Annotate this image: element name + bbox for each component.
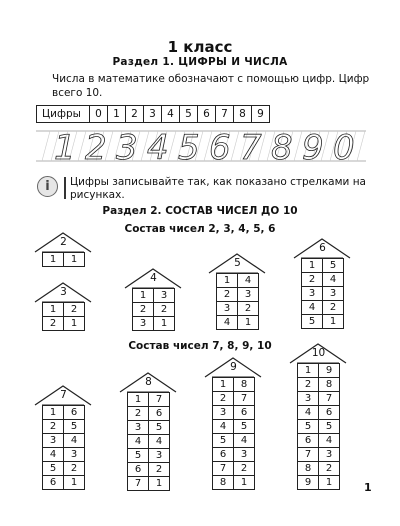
pair-cell: 5 — [213, 434, 234, 448]
pair-cell: 5 — [43, 462, 64, 476]
pair-cell: 5 — [149, 421, 170, 435]
handwriting-digit: 7 — [240, 128, 262, 164]
pair-cell: 7 — [128, 477, 149, 491]
pair-cell: 1 — [302, 259, 323, 273]
pair-cell: 2 — [128, 407, 149, 421]
table-row — [43, 303, 85, 317]
pair-cell: 5 — [234, 420, 255, 434]
table-row — [43, 434, 85, 448]
pair-cell: 8 — [213, 476, 234, 490]
pair-cell: 1 — [298, 364, 319, 378]
pair-cell: 4 — [319, 434, 340, 448]
pair-cell: 7 — [234, 392, 255, 406]
slant-guide — [168, 131, 176, 161]
house-number: 9 — [230, 361, 237, 373]
house-roof — [42, 232, 85, 252]
table-row — [43, 420, 85, 434]
table-row — [302, 287, 344, 301]
pair-cell: 1 — [43, 406, 64, 420]
digit-cell: 9 — [252, 106, 270, 123]
pair-cell: 1 — [149, 477, 170, 491]
house-pairs-table — [132, 288, 175, 331]
pair-cell: 3 — [213, 406, 234, 420]
pair-cell: 6 — [43, 476, 64, 490]
number-house — [42, 232, 85, 267]
pair-cell: 3 — [319, 448, 340, 462]
table-row — [128, 421, 170, 435]
digit-cell: 6 — [198, 106, 216, 123]
page-number: 1 — [364, 481, 372, 494]
table-row — [133, 289, 175, 303]
table-row — [128, 407, 170, 421]
pair-cell: 2 — [302, 273, 323, 287]
house-roof — [212, 357, 255, 377]
number-house — [127, 372, 170, 491]
table-row — [213, 420, 255, 434]
pair-cell: 1 — [323, 315, 344, 329]
pair-cell: 2 — [217, 288, 238, 302]
handwriting-digit: 6 — [209, 128, 231, 164]
handwriting-digit: 3 — [116, 128, 138, 164]
house-roof — [42, 282, 85, 302]
house-pairs-table — [212, 377, 255, 490]
pair-cell: 3 — [302, 287, 323, 301]
pair-cell: 4 — [217, 316, 238, 330]
pair-cell: 1 — [43, 303, 64, 317]
table-row — [298, 392, 340, 406]
digits-table — [36, 105, 270, 123]
table-row — [213, 434, 255, 448]
house-number: 6 — [319, 242, 326, 254]
digits-row — [37, 106, 270, 123]
pair-cell: 4 — [302, 301, 323, 315]
pair-cell: 1 — [133, 289, 154, 303]
handwriting-digits — [54, 128, 355, 164]
pair-cell: 2 — [319, 462, 340, 476]
house-roof — [301, 238, 344, 258]
table-row — [128, 435, 170, 449]
number-house — [42, 385, 85, 490]
pair-cell: 4 — [234, 434, 255, 448]
pair-cell: 7 — [213, 462, 234, 476]
handwriting-digit: 5 — [178, 128, 200, 164]
pair-cell: 3 — [298, 392, 319, 406]
table-row — [43, 448, 85, 462]
pair-cell: 7 — [298, 448, 319, 462]
pair-cell: 8 — [234, 378, 255, 392]
pair-cell: 9 — [298, 476, 319, 490]
house-pairs-table — [301, 258, 344, 329]
pair-cell: 7 — [149, 393, 170, 407]
info-icon: i — [37, 176, 58, 197]
pair-cell: 6 — [149, 407, 170, 421]
pair-cell: 5 — [128, 449, 149, 463]
table-row — [298, 406, 340, 420]
table-row — [298, 476, 340, 490]
pair-cell: 5 — [323, 259, 344, 273]
handwriting-digits-strip — [36, 128, 366, 164]
pair-cell: 4 — [238, 274, 259, 288]
slant-guide — [294, 131, 302, 161]
digits-label: Цифры — [37, 106, 90, 123]
pair-cell: 8 — [319, 378, 340, 392]
pair-cell: 4 — [298, 406, 319, 420]
table-row — [298, 364, 340, 378]
number-house — [216, 253, 259, 330]
handwriting-digit: 0 — [333, 128, 355, 164]
house-number: 2 — [60, 236, 67, 248]
pair-cell: 5 — [298, 420, 319, 434]
number-house — [132, 268, 175, 331]
table-row — [217, 274, 259, 288]
pair-cell: 3 — [133, 317, 154, 331]
table-row — [133, 303, 175, 317]
table-row — [128, 477, 170, 491]
table-row — [217, 302, 259, 316]
number-house — [42, 282, 85, 331]
digit-cell: 4 — [162, 106, 180, 123]
table-row — [128, 449, 170, 463]
house-number: 7 — [60, 389, 67, 401]
pair-cell: 4 — [213, 420, 234, 434]
table-row — [128, 393, 170, 407]
house-number: 4 — [150, 272, 157, 284]
digit-cell: 3 — [144, 106, 162, 123]
pair-cell: 3 — [217, 302, 238, 316]
pair-cell: 4 — [64, 434, 85, 448]
pair-cell: 3 — [64, 448, 85, 462]
pair-cell: 3 — [128, 421, 149, 435]
subtitle-numbers-2-6: Состав чисел 2, 3, 4, 5, 6 — [124, 223, 276, 235]
digit-cell: 2 — [126, 106, 144, 123]
table-row — [213, 406, 255, 420]
handwriting-digit: 2 — [85, 128, 107, 164]
pair-cell: 2 — [64, 303, 85, 317]
pair-cell: 6 — [319, 406, 340, 420]
pair-cell: 6 — [64, 406, 85, 420]
house-number: 8 — [145, 376, 152, 388]
house-number: 3 — [60, 286, 67, 298]
house-roof — [42, 385, 85, 405]
house-pairs-table — [42, 252, 85, 267]
table-row — [128, 463, 170, 477]
pair-cell: 1 — [319, 476, 340, 490]
table-row — [213, 448, 255, 462]
pair-cell: 3 — [234, 448, 255, 462]
table-row — [302, 273, 344, 287]
pair-cell: 1 — [238, 316, 259, 330]
info-text: Цифры записывайте так, как показано стрелками на рисунках. — [70, 176, 366, 201]
house-pairs-table — [42, 302, 85, 331]
table-row — [298, 448, 340, 462]
table-row — [213, 476, 255, 490]
pair-cell: 2 — [298, 378, 319, 392]
pair-cell: 1 — [154, 317, 175, 331]
pair-cell: 1 — [43, 253, 64, 267]
table-row — [298, 462, 340, 476]
number-house — [301, 238, 344, 329]
subtitle-numbers-7-10: Состав чисел 7, 8, 9, 10 — [128, 340, 272, 352]
pair-cell: 2 — [323, 301, 344, 315]
pair-cell: 1 — [128, 393, 149, 407]
pair-cell: 2 — [154, 303, 175, 317]
house-roof — [216, 253, 259, 273]
house-roof — [127, 372, 170, 392]
pair-cell: 2 — [149, 463, 170, 477]
digit-cell: 7 — [216, 106, 234, 123]
table-row — [298, 420, 340, 434]
table-row — [302, 259, 344, 273]
intro-text: Числа в математике обозначают с помощью цифр. Цифр всего 10. — [52, 73, 370, 99]
slant-guide — [231, 131, 239, 161]
pair-cell: 1 — [213, 378, 234, 392]
pair-cell: 2 — [133, 303, 154, 317]
pair-cell: 3 — [323, 287, 344, 301]
handwriting-digit: 4 — [147, 128, 169, 164]
pair-cell: 3 — [238, 288, 259, 302]
pair-cell: 7 — [319, 392, 340, 406]
table-row — [217, 288, 259, 302]
slant-guide — [42, 131, 50, 161]
info-divider — [64, 177, 66, 199]
table-row — [298, 434, 340, 448]
house-number: 10 — [311, 347, 326, 359]
pair-cell: 4 — [128, 435, 149, 449]
pair-cell: 6 — [213, 448, 234, 462]
pair-cell: 5 — [64, 420, 85, 434]
handwriting-digit: 9 — [302, 128, 324, 164]
handwriting-digit: 8 — [271, 128, 293, 164]
table-row — [43, 253, 85, 267]
page-title: 1 класс — [167, 38, 233, 56]
digit-cell: 1 — [108, 106, 126, 123]
pair-cell: 2 — [43, 317, 64, 331]
pair-cell: 2 — [234, 462, 255, 476]
pair-cell: 5 — [302, 315, 323, 329]
table-row — [298, 378, 340, 392]
digit-cell: 8 — [234, 106, 252, 123]
pair-cell: 8 — [298, 462, 319, 476]
table-row — [133, 317, 175, 331]
handwriting-digit: 1 — [54, 128, 76, 164]
table-row — [43, 462, 85, 476]
pair-cell: 1 — [234, 476, 255, 490]
pair-cell: 1 — [217, 274, 238, 288]
table-row — [302, 301, 344, 315]
slant-guide — [357, 131, 365, 161]
pair-cell: 2 — [238, 302, 259, 316]
house-pairs-table — [216, 273, 259, 330]
pair-cell: 3 — [149, 449, 170, 463]
house-roof — [132, 268, 175, 288]
pair-cell: 1 — [64, 253, 85, 267]
house-pairs-table — [42, 405, 85, 490]
pair-cell: 5 — [319, 420, 340, 434]
pair-cell: 2 — [213, 392, 234, 406]
pair-cell: 2 — [64, 462, 85, 476]
pair-cell: 1 — [64, 476, 85, 490]
pair-cell: 4 — [149, 435, 170, 449]
digit-cell: 0 — [90, 106, 108, 123]
table-row — [43, 406, 85, 420]
table-row — [302, 315, 344, 329]
pair-cell: 3 — [43, 434, 64, 448]
pair-cell: 6 — [298, 434, 319, 448]
table-row — [43, 476, 85, 490]
table-row — [217, 316, 259, 330]
pair-cell: 6 — [234, 406, 255, 420]
pair-cell: 4 — [323, 273, 344, 287]
table-row — [213, 462, 255, 476]
number-house — [297, 343, 340, 490]
table-row — [213, 392, 255, 406]
section-2-title: Раздел 2. СОСТАВ ЧИСЕЛ ДО 10 — [102, 205, 298, 217]
house-number: 5 — [234, 257, 241, 269]
pair-cell: 9 — [319, 364, 340, 378]
digit-cell: 5 — [180, 106, 198, 123]
pair-cell: 1 — [64, 317, 85, 331]
house-pairs-table — [127, 392, 170, 491]
section-1-title: Раздел 1. ЦИФРЫ И ЧИСЛА — [112, 56, 288, 68]
pair-cell: 4 — [43, 448, 64, 462]
pair-cell: 2 — [43, 420, 64, 434]
house-pairs-table — [297, 363, 340, 490]
pair-cell: 3 — [154, 289, 175, 303]
table-row — [213, 378, 255, 392]
number-house — [212, 357, 255, 490]
house-roof — [297, 343, 340, 363]
table-row — [43, 317, 85, 331]
pair-cell: 6 — [128, 463, 149, 477]
